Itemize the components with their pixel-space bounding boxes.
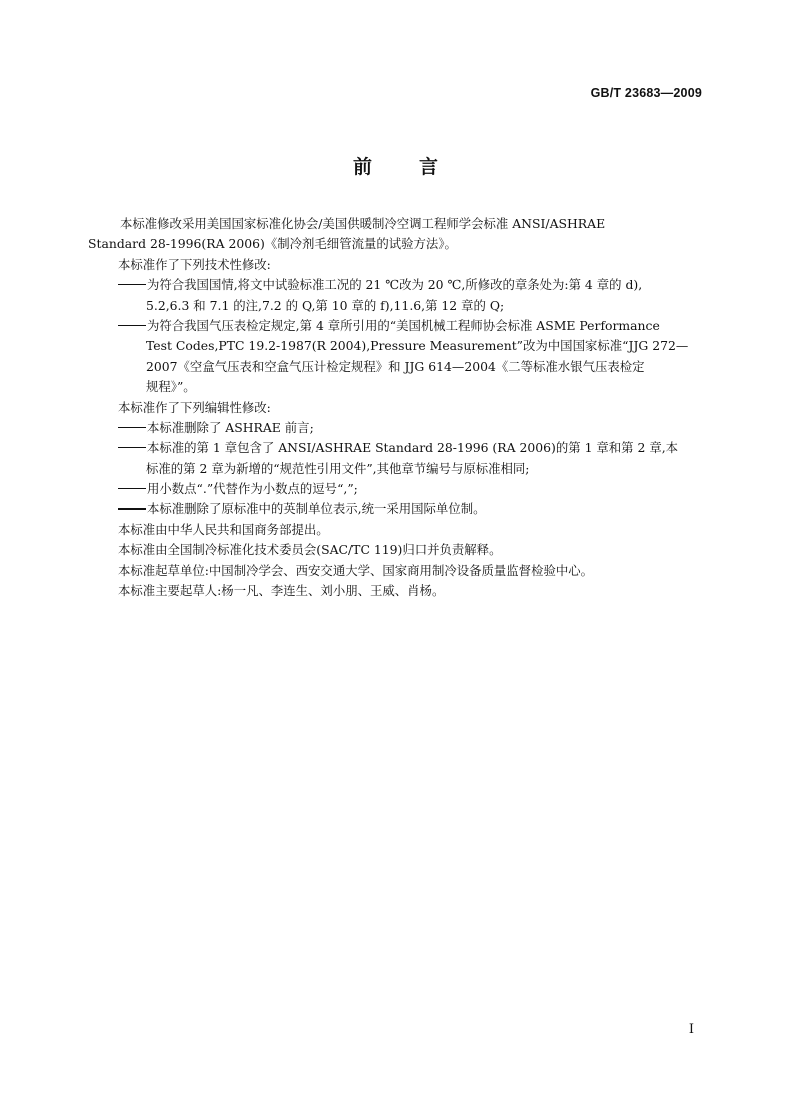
dash-bullet [118,508,146,509]
list-item-continuation: 2007《空盒气压表和空盒气压计检定规程》和 JJG 614—2004《二等标准水银气压表检定 [146,358,645,374]
foreword-body [88,214,704,601]
paragraph-line: 本标准主要起草人:杨一凡、李连生、刘小朋、王威、肖杨。 [118,583,445,599]
list-item [88,275,704,295]
list-item [88,499,704,519]
dash-bullet [118,447,146,448]
page-title [0,152,792,179]
list-item-continuation: 5.2,6.3 和 7.1 的注,7.2 的 Q,第 10 章的 f),11.6,第 12 章的 Q; [146,297,505,313]
paragraph-line: 本标准作了下列编辑性修改: [118,399,271,415]
list-item-text: 用小数点“.”代替作为小数点的逗号“,”; [147,481,358,497]
paragraph-line: 本标准起草单位:中国制冷学会、西安交通大学、国家商用制冷设备质量监督检验中心。 [118,562,594,578]
paragraph-line: 本标准由中华人民共和国商务部提出。 [118,521,329,537]
list-item-continuation: 规程》”。 [146,379,196,395]
dash-bullet [118,284,146,285]
list-item-continuation: 标准的第 2 章为新增的“规范性引用文件”,其他章节编号与原标准相同; [146,460,530,476]
list-item-text: 本标准删除了原标准中的英制单位表示,统一采用国际单位制。 [147,501,486,517]
page-number: I [688,1022,694,1037]
title-char-2: 言 [419,156,440,178]
paragraph-line: 本标准作了下列技术性修改: [118,256,271,272]
paragraph-line: 本标准由全国制冷标准化技术委员会(SAC/TC 119)归口并负责解释。 [118,542,502,558]
list-item-continuation: Test Codes,PTC 19.2-1987(R 2004),Pressure Measurement”改为中国国家标准“JJG 272— [146,338,689,354]
list-item-text: 本标准删除了 ASHRAE 前言; [147,419,314,435]
dash-bullet [118,427,146,428]
paragraph-line: 本标准修改采用美国国家标准化协会/美国供暖制冷空调工程师学会标准 ANSI/ASHRAE [120,216,606,231]
dash-bullet [118,488,146,489]
title-char-1: 前 [352,156,373,178]
list-item [88,316,704,336]
list-item-text: 为符合我国气压表检定规定,第 4 章所引用的“美国机械工程师协会标准 ASME Performance [147,317,660,333]
list-item-text: 本标准的第 1 章包含了 ANSI/ASHRAE Standard 28-1996 (RA 2006)的第 1 章和第 2 章,本 [147,440,679,456]
paragraph-line: Standard 28-1996(RA 2006)《制冷剂毛细管流量的试验方法》。 [88,236,457,252]
list-item-text: 为符合我国国情,将文中试验标准工况的 21 ℃改为 20 ℃,所修改的章条处为:第 4 章的 d), [147,277,643,293]
list-item [88,418,704,438]
list-item [88,479,704,499]
standard-code: GB/T 23683—2009 [590,86,702,100]
dash-bullet [118,325,146,326]
list-item [88,438,704,458]
